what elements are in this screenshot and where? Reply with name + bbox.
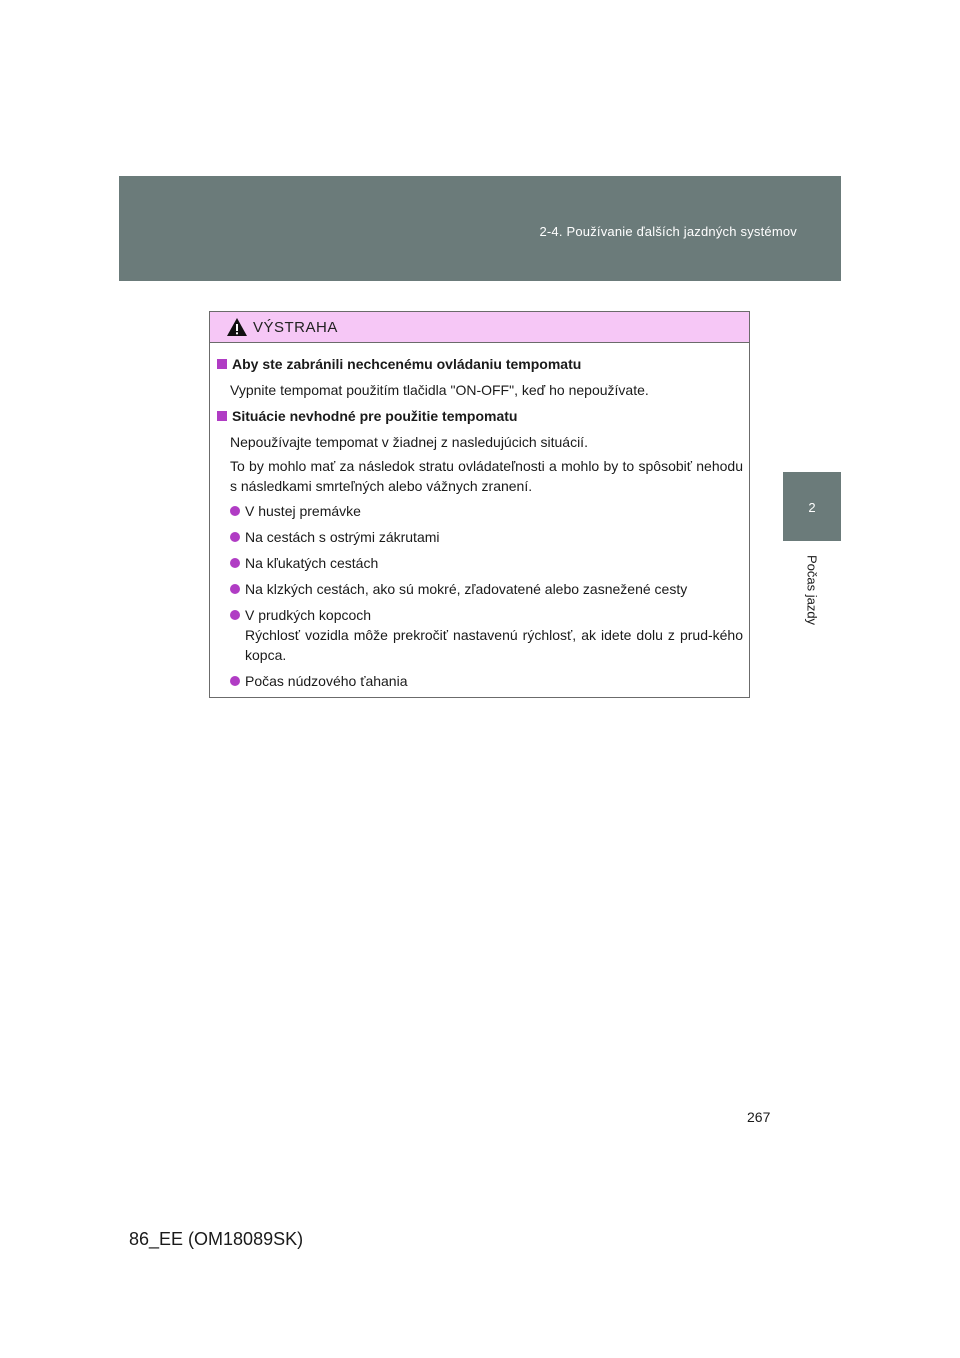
list-item [230,671,743,691]
list-item [230,553,743,573]
section-heading [217,354,743,374]
document-code: 86_EE (OM18089SK) [129,1229,304,1249]
warning-title: VÝSTRAHA [253,318,338,336]
section-heading [217,406,743,426]
list-item [230,501,743,521]
section-heading-text: Situácie nevhodné pre použitie tempomatu [232,408,518,424]
warning-header [210,312,749,343]
warning-section [217,354,743,400]
warning-section [217,406,743,691]
round-bullet-icon [230,676,240,686]
list-item-text: Na kľukatých cestách [245,555,379,571]
list-item-title: V prudkých kopcoch [245,607,372,623]
square-bullet-icon [217,359,227,369]
warning-body [210,343,749,691]
header-band [119,176,841,281]
section-heading-text: Aby ste zabránili nechcenému ovládaniu tempomatu [232,356,582,372]
chapter-label: Počas jazdy [804,554,820,626]
list-item [230,579,743,599]
list-item-text: Na cestách s ostrými zákrutami [245,529,440,545]
list-item-note: Rýchlosť vozidla môže prekročiť nastavenú rýchlosť, ak idete dolu z prud-kého kopca. [245,627,743,663]
chapter-number: 2 [808,500,816,515]
list-item-text: Počas núdzového ťahania [245,673,408,689]
chapter-tab [783,472,841,541]
list-item-text: V hustej premávke [245,503,361,519]
round-bullet-icon [230,584,240,594]
section-paragraph: Vypnite tempomat použitím tlačidla "ON-OFF", keď ho nepoužívate. [230,382,649,398]
round-bullet-icon [230,506,240,516]
list-item-text: Na klzkých cestách, ako sú mokré, zľadovatené alebo zasnežené cesty [245,581,688,597]
round-bullet-icon [230,558,240,568]
section-title: 2-4. Používanie ďalších jazdných systémov [539,224,797,239]
round-bullet-icon [230,532,240,542]
round-bullet-icon [230,610,240,620]
situation-list [217,501,743,691]
warning-triangle-icon [226,317,248,337]
list-item [230,605,743,665]
list-item [230,527,743,547]
warning-box [209,311,750,698]
section-paragraph: To by mohlo mať za následok stratu ovládateľnosti a mohlo by to spôsobiť nehodu s následkami smrteľných alebo vážnych zranení. [230,458,743,494]
section-paragraph: Nepoužívajte tempomat v žiadnej z nasledujúcich situácií. [230,434,588,450]
square-bullet-icon [217,411,227,421]
page-number: 267 [747,1109,771,1125]
list-item-text [245,605,743,665]
